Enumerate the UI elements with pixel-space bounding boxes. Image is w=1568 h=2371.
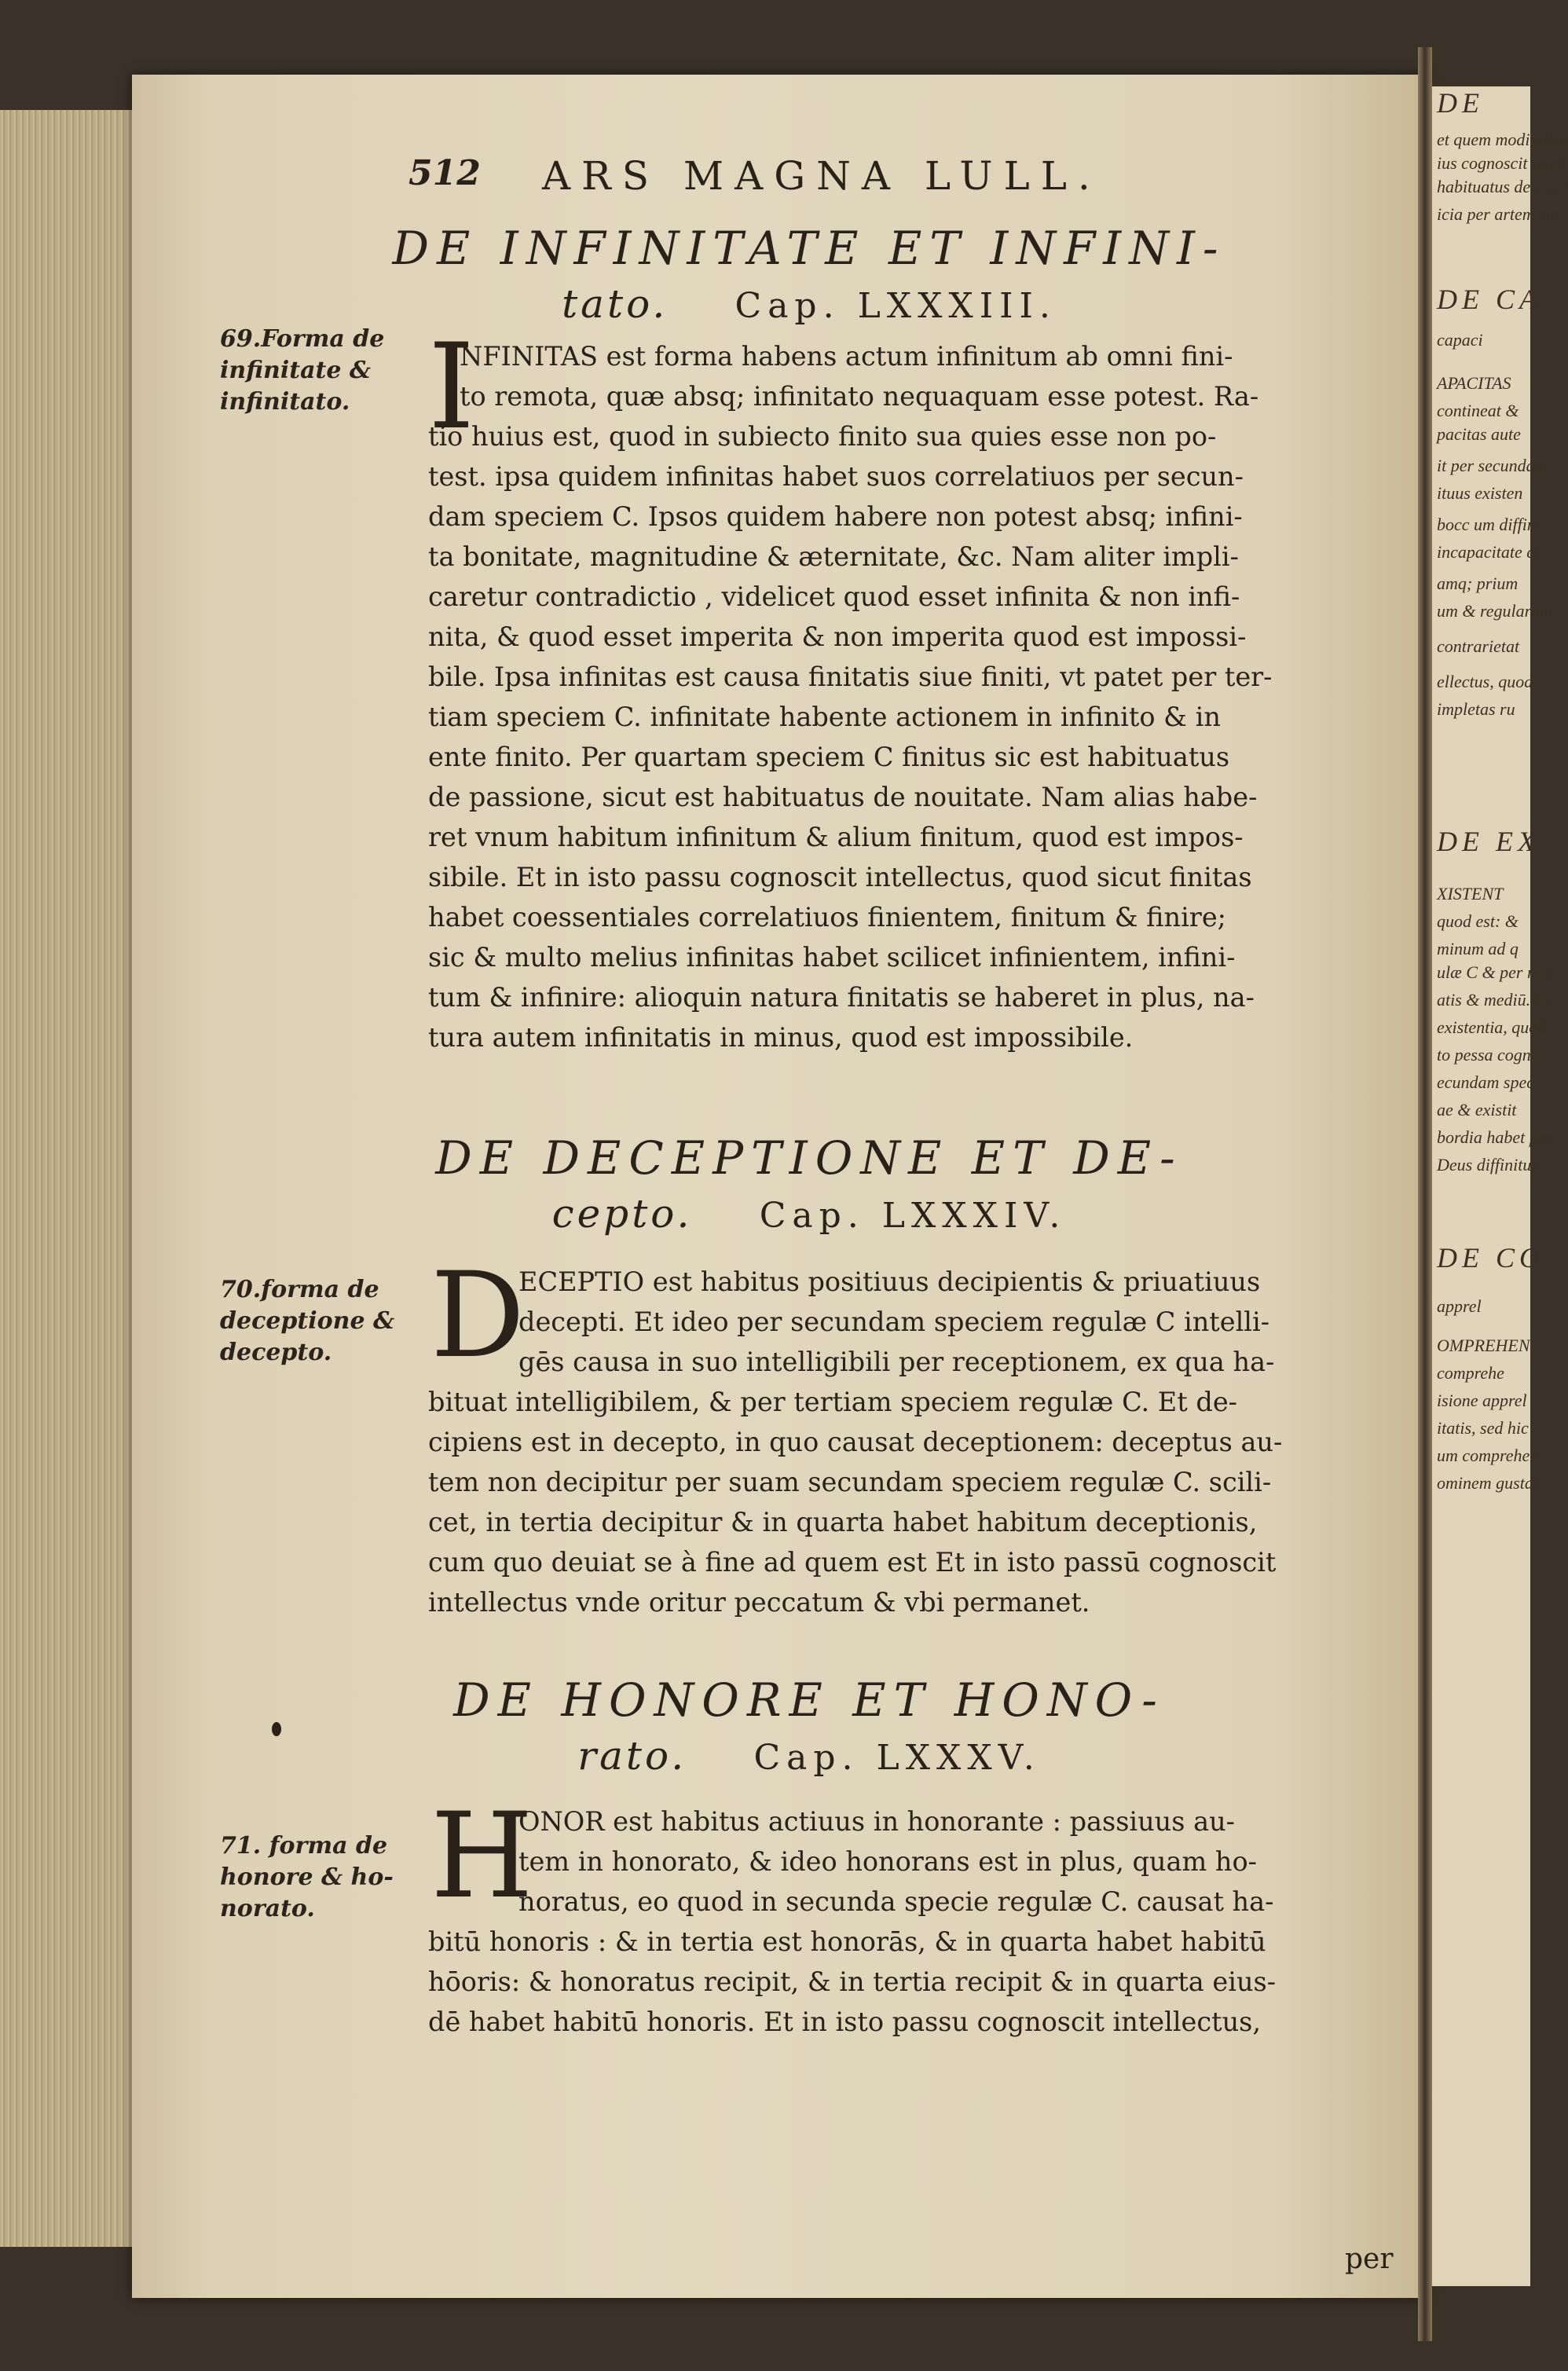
facing-page-line: bordia habet per (1437, 1127, 1553, 1147)
facing-page-line: OMPREHEN (1437, 1336, 1530, 1355)
running-title: ARS MAGNA LULL. (542, 153, 1101, 199)
text-line: tum & infinire: alioquin natura finitatis se haberet in plus, na- (428, 982, 1255, 1013)
chapter-number: Cap. LXXXIV. (759, 1196, 1067, 1236)
book-page-edges (0, 110, 141, 2247)
facing-page-line: impletas ru (1437, 699, 1515, 719)
margin-note-69: 69.Forma de infinitate & infinitato. (220, 325, 385, 416)
facing-page-line: icia per artem sic (1437, 204, 1559, 224)
text-line: ret vnum habitum infinitum & alium finitum, quod est impos- (428, 822, 1244, 852)
facing-page-line: ituus existen (1437, 483, 1523, 503)
facing-page-line: Deus diffinitur. (1437, 1155, 1541, 1175)
chapter-subtitle: rato. (577, 1733, 687, 1779)
running-header (408, 153, 1273, 208)
facing-page-line: DE (1437, 87, 1484, 119)
chapter-subtitle: cepto. (551, 1191, 693, 1237)
text-line: ECEPTIO est habitus positiuus decipientis & priuatiuus (518, 1266, 1261, 1297)
text-line: tiam speciem C. infinitate habente actionem in infinito & in (428, 702, 1221, 732)
text-line: cum quo deuiat se à fine ad quem est Et in isto passū cognoscit (428, 1547, 1277, 1578)
facing-page-line: DE EX (1437, 826, 1540, 857)
facing-page-line: APACITAS (1437, 373, 1511, 393)
facing-page-line: ae & existit (1437, 1100, 1517, 1120)
text-line: cet, in tertia decipitur & in quarta habet habitum deceptionis, (428, 1507, 1258, 1537)
facing-page-line: comprehe (1437, 1363, 1504, 1383)
facing-page-line: incapacitate et (1437, 542, 1540, 562)
text-line: sic & multo melius infinitas habet scilicet infinientem, infini- (428, 942, 1236, 973)
text-line: bile. Ipsa infinitas est causa finitatis siue finiti, vt patet per ter- (428, 661, 1273, 692)
chapter-number: Cap. LXXXIII. (735, 286, 1057, 326)
text-line: tio huius est, quod in subiecto finito sua quies esse non po- (428, 421, 1217, 452)
page-number: 512 (408, 153, 481, 193)
ink-mark (272, 1722, 281, 1736)
chapter-text-85 (428, 1801, 1398, 2042)
text-line: ente finito. Per quartam speciem C finitus sic est habituatus (428, 742, 1230, 772)
text-line: to remota, quæ absq; infinitato nequaquam esse potest. Ra- (460, 381, 1259, 412)
chapter-title: DE INFINITATE ET INFINI- (392, 222, 1226, 275)
text-line: NFINITAS est forma habens actum infinitum ab omni fini- (460, 341, 1233, 372)
drop-cap: I (428, 319, 475, 456)
facing-page-line: XISTENT (1437, 884, 1504, 903)
text-line: ONOR est habitus actiuus in honorante : passiuus au- (518, 1806, 1235, 1837)
facing-page-line: bocc um diffini (1437, 515, 1541, 534)
facing-page-line: to pessa cognosc (1437, 1045, 1555, 1065)
facing-page-line: it per secundam (1437, 456, 1548, 475)
text-line: tura autem infinitatis in minus, quod est impossibile. (428, 1022, 1134, 1053)
text-line: bituat intelligibilem, & per tertiam speciem regulæ C. Et de- (428, 1387, 1237, 1417)
text-line: de passione, sicut est habituatus de nouitate. Nam alias habe- (428, 782, 1258, 812)
chapter-heading-84 (299, 1131, 1320, 1243)
text-line: dam speciem C. Ipsos quidem habere non potest absq; infini- (428, 501, 1243, 532)
facing-page-line: isione apprel (1437, 1391, 1527, 1410)
catchword: per (1345, 2243, 1394, 2275)
facing-page-line: ecundam spec (1437, 1072, 1535, 1092)
text-line: tem in honorato, & ideo honorans est in plus, quam ho- (518, 1846, 1257, 1877)
chapter-heading-83 (299, 222, 1320, 333)
facing-page-line: ulæ C & per reg (1437, 962, 1550, 982)
facing-page-line: existentia, quod (1437, 1017, 1547, 1037)
chapter-subtitle: tato. (562, 281, 669, 327)
text-line: noratus, eo quod in secunda specie regulæ C. causat ha- (518, 1886, 1274, 1917)
margin-note-70: 70.forma de deceptione & decepto. (220, 1276, 395, 1366)
facing-page-line: um & regularum (1437, 601, 1553, 621)
chapter-text-83 (428, 336, 1398, 1057)
drop-cap: D (430, 1248, 526, 1384)
facing-page-line: et quem modi idem (1437, 130, 1568, 149)
facing-page-line: DE CA (1437, 284, 1541, 315)
facing-page-line: contrarietat (1437, 636, 1520, 656)
chapter-text-84 (428, 1262, 1398, 1622)
margin-note-71: 71. forma de honore & ho- norato. (220, 1832, 394, 1922)
book-gutter (1418, 47, 1432, 2341)
facing-page-line: itatis, sed hic (1437, 1418, 1529, 1438)
facing-page-line: ominem gustat (1437, 1473, 1538, 1493)
text-line: decepti. Et ideo per secundam speciem regulæ C intelli- (518, 1306, 1270, 1337)
text-line: gēs causa in suo intelligibili per receptionem, ex qua ha- (518, 1347, 1275, 1377)
facing-page-line: DE CO (1437, 1242, 1544, 1273)
text-line: caretur contradictio , videlicet quod esset infinita & non infi- (428, 581, 1240, 612)
text-line: sibile. Et in isto passu cognoscit intellectus, quod sicut finitas (428, 862, 1252, 892)
facing-page-line: atis & mediū. Et (1437, 990, 1551, 1010)
facing-page-line: habituatus de virtu (1437, 177, 1568, 196)
text-line: habet coessentiales correlatiuos finientem, finitum & finire; (428, 902, 1226, 933)
text-line: bitū honoris : & in tertia est honorās, & in quarta habet habitū (428, 1926, 1266, 1957)
facing-page-line: ellectus, quod (1437, 672, 1533, 691)
facing-page-line: pacitas aute (1437, 424, 1521, 444)
facing-page-line: amq; prium (1437, 574, 1519, 593)
text-line: tem non decipitur per suam secundam speciem regulæ C. scili- (428, 1467, 1272, 1497)
text-line: test. ipsa quidem infinitas habet suos correlatiuos per secun- (428, 461, 1244, 492)
chapter-heading-85 (299, 1673, 1320, 1785)
facing-page-line: minum ad q (1437, 939, 1519, 958)
text-line: hōoris: & honoratus recipit, & in tertia recipit & in quarta eius- (428, 1966, 1277, 1997)
facing-page-line: ius cognoscit intel (1437, 153, 1563, 173)
chapter-title: DE DECEPTIONE ET DE- (435, 1131, 1183, 1185)
facing-page (1432, 86, 1568, 2286)
text-line: dē habet habitū honoris. Et in isto passu cognoscit intellectus, (428, 2006, 1262, 2037)
text-line: nita, & quod esset imperita & non imperita quod est impossi- (428, 621, 1247, 652)
facing-page-line: quod est: & (1437, 911, 1519, 931)
facing-page-line: um comprehen (1437, 1446, 1539, 1465)
chapter-number: Cap. LXXXV. (753, 1738, 1041, 1778)
text-line: intellectus vnde oritur peccatum & vbi permanet. (428, 1587, 1090, 1618)
drop-cap: H (430, 1788, 533, 1925)
chapter-title: DE HONORE ET HONO- (453, 1673, 1165, 1727)
facing-page-line: contineat & (1437, 401, 1519, 420)
text-line: ta bonitate, magnitudine & æternitate, &c. Nam aliter impli- (428, 541, 1239, 572)
text-line: cipiens est in decepto, in quo causat deceptionem: deceptus au- (428, 1427, 1283, 1457)
facing-page-line: capaci (1437, 330, 1483, 350)
facing-page-line: apprel (1437, 1296, 1482, 1316)
